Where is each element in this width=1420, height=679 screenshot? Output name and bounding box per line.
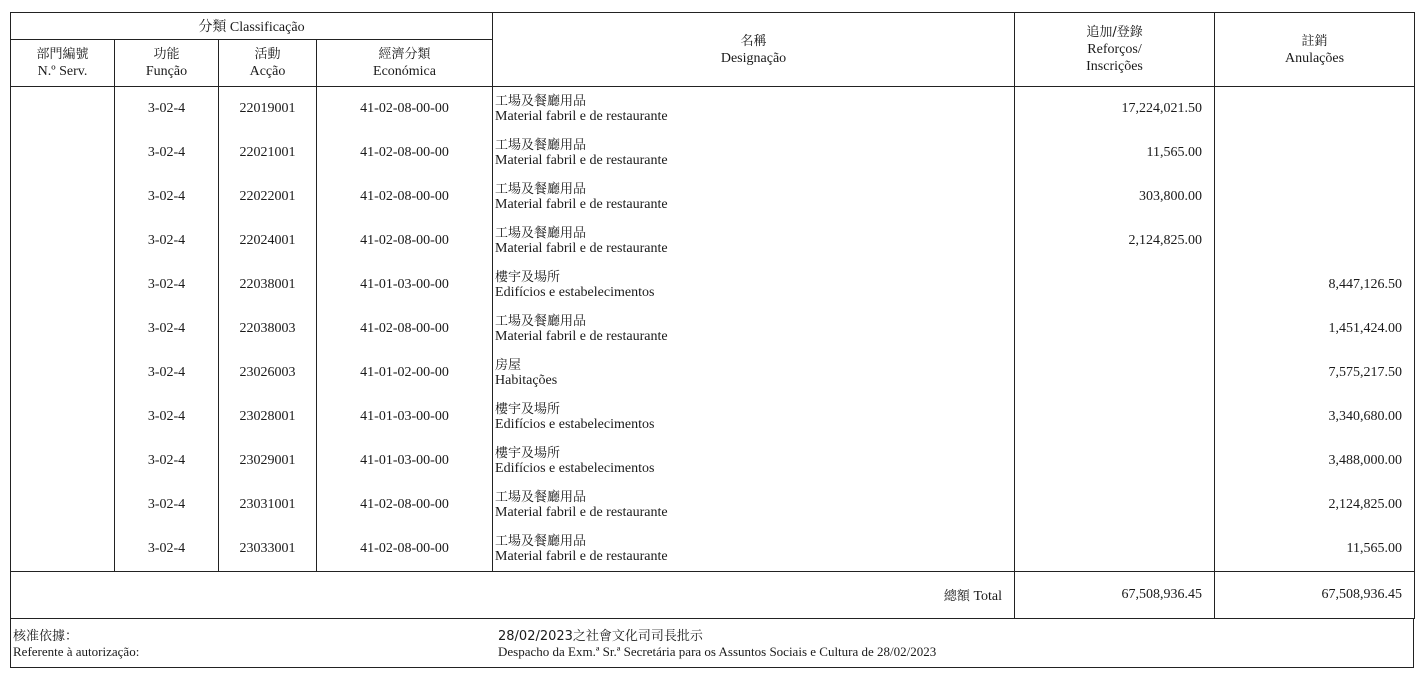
table-row xyxy=(11,439,1415,483)
total-label xyxy=(11,572,1015,619)
function-cell: 3-02-4 xyxy=(115,175,219,219)
designation-header xyxy=(493,13,1015,87)
reinforcements-header-pt2: Inscrições xyxy=(1086,59,1143,74)
reinforcement-cell xyxy=(1015,439,1215,483)
cancellations-header xyxy=(1215,13,1415,87)
cancellation-cell: 2,124,825.00 xyxy=(1215,483,1415,527)
department-header-pt: N.º Serv. xyxy=(37,64,88,79)
authorization-label-cn: 核准依據： xyxy=(13,629,79,644)
function-cell: 3-02-4 xyxy=(115,307,219,351)
reinforcement-cell xyxy=(1015,483,1215,527)
reinforcements-header-pt1: Reforços/ xyxy=(1087,42,1142,57)
designation-cn: 樓宇及場所 xyxy=(495,270,561,285)
action-cell: 23029001 xyxy=(219,439,317,483)
function-cell: 3-02-4 xyxy=(115,483,219,527)
economic-cell: 41-02-08-00-00 xyxy=(317,87,493,132)
action-cell: 23028001 xyxy=(219,395,317,439)
department-cell xyxy=(11,175,115,219)
department-cell xyxy=(11,351,115,395)
function-cell: 3-02-4 xyxy=(115,219,219,263)
action-cell: 23031001 xyxy=(219,483,317,527)
designation-cell xyxy=(493,307,1015,351)
table-body xyxy=(11,87,1415,572)
designation-cell xyxy=(493,263,1015,307)
economic-header-cn: 經濟分類 xyxy=(378,47,431,62)
department-cell xyxy=(11,439,115,483)
economic-cell: 41-02-08-00-00 xyxy=(317,131,493,175)
department-cell xyxy=(11,263,115,307)
designation-pt: Material fabril e de restaurante xyxy=(495,329,668,344)
designation-pt: Material fabril e de restaurante xyxy=(495,241,668,256)
designation-cn: 工場及餐廳用品 xyxy=(495,534,587,549)
cancellation-cell: 7,575,217.50 xyxy=(1215,351,1415,395)
cancellation-cell xyxy=(1215,87,1415,132)
designation-cn: 工場及餐廳用品 xyxy=(495,226,587,241)
designation-cell xyxy=(493,87,1015,132)
cancellations-header-cn: 註銷 xyxy=(1301,33,1328,49)
designation-cn: 工場及餐廳用品 xyxy=(495,138,587,153)
economic-cell: 41-01-03-00-00 xyxy=(317,439,493,483)
reinforcement-cell xyxy=(1015,527,1215,572)
function-cell: 3-02-4 xyxy=(115,439,219,483)
reinforcements-header-cn: 追加/登錄 xyxy=(1086,25,1143,40)
table-row xyxy=(11,527,1415,572)
designation-pt: Edifícios e estabelecimentos xyxy=(495,417,655,432)
total-label-pt: Total xyxy=(973,589,1003,604)
designation-cell xyxy=(493,175,1015,219)
cancellation-cell: 3,340,680.00 xyxy=(1215,395,1415,439)
designation-cn: 工場及餐廳用品 xyxy=(495,94,587,109)
function-cell: 3-02-4 xyxy=(115,131,219,175)
economic-cell: 41-02-08-00-00 xyxy=(317,175,493,219)
action-header xyxy=(219,40,317,87)
economic-cell: 41-02-08-00-00 xyxy=(317,527,493,572)
action-header-pt: Acção xyxy=(249,64,286,79)
designation-cell xyxy=(493,351,1015,395)
authorization-text xyxy=(498,629,936,659)
economic-cell: 41-02-08-00-00 xyxy=(317,307,493,351)
designation-cn: 工場及餐廳用品 xyxy=(495,182,587,197)
reinforcement-cell: 17,224,021.50 xyxy=(1015,87,1215,132)
reinforcement-cell xyxy=(1015,307,1215,351)
department-cell xyxy=(11,131,115,175)
action-cell: 22038001 xyxy=(219,263,317,307)
reinforcement-cell xyxy=(1015,395,1215,439)
function-cell: 3-02-4 xyxy=(115,527,219,572)
reinforcement-cell: 303,800.00 xyxy=(1015,175,1215,219)
designation-pt: Edifícios e estabelecimentos xyxy=(495,461,655,476)
designation-pt: Edifícios e estabelecimentos xyxy=(495,285,655,300)
authorization-section xyxy=(10,619,1414,668)
function-header-pt: Função xyxy=(145,64,188,79)
authorization-text-cn: 28/02/2023之社會文化司司長批示 xyxy=(498,629,703,644)
action-cell: 23033001 xyxy=(219,527,317,572)
function-cell: 3-02-4 xyxy=(115,87,219,132)
designation-cn: 樓宇及場所 xyxy=(495,446,561,461)
economic-cell: 41-01-02-00-00 xyxy=(317,351,493,395)
designation-cell xyxy=(493,395,1015,439)
designation-header-pt: Designação xyxy=(720,50,787,66)
function-header xyxy=(115,40,219,87)
designation-header-cn: 名稱 xyxy=(740,33,767,49)
designation-cell xyxy=(493,483,1015,527)
department-cell xyxy=(11,219,115,263)
total-row xyxy=(11,572,1415,619)
authorization-text-pt: Despacho da Exm.ª Sr.ª Secretária para os Assuntos Sociais e Cultura de 28/02/2023 xyxy=(498,644,937,659)
action-cell: 22024001 xyxy=(219,219,317,263)
department-cell xyxy=(11,483,115,527)
department-cell xyxy=(11,307,115,351)
economic-cell: 41-02-08-00-00 xyxy=(317,483,493,527)
table-row xyxy=(11,219,1415,263)
authorization-label xyxy=(13,629,139,659)
cancellation-cell: 1,451,424.00 xyxy=(1215,307,1415,351)
total-reinforcements: 67,508,936.45 xyxy=(1015,572,1215,619)
department-cell xyxy=(11,87,115,132)
table-row xyxy=(11,307,1415,351)
reinforcement-cell xyxy=(1015,351,1215,395)
action-cell: 22019001 xyxy=(219,87,317,132)
function-cell: 3-02-4 xyxy=(115,263,219,307)
table-row xyxy=(11,263,1415,307)
reinforcement-cell: 2,124,825.00 xyxy=(1015,219,1215,263)
cancellations-header-pt: Anulações xyxy=(1284,50,1345,66)
cancellation-cell: 8,447,126.50 xyxy=(1215,263,1415,307)
reinforcement-cell xyxy=(1015,263,1215,307)
designation-pt: Material fabril e de restaurante xyxy=(495,153,668,168)
total-label-cn: 總額 xyxy=(943,589,970,604)
total-cancellations: 67,508,936.45 xyxy=(1215,572,1415,619)
cancellation-cell xyxy=(1215,131,1415,175)
designation-pt: Material fabril e de restaurante xyxy=(495,109,668,124)
cancellation-cell xyxy=(1215,175,1415,219)
action-header-cn: 活動 xyxy=(254,47,281,62)
economic-cell: 41-01-03-00-00 xyxy=(317,263,493,307)
designation-pt: Material fabril e de restaurante xyxy=(495,505,668,520)
designation-cn: 房屋 xyxy=(495,358,522,373)
economic-cell: 41-01-03-00-00 xyxy=(317,395,493,439)
action-cell: 23026003 xyxy=(219,351,317,395)
designation-pt: Material fabril e de restaurante xyxy=(495,197,668,212)
designation-pt: Habitações xyxy=(495,373,558,388)
economic-header-pt: Económica xyxy=(373,64,436,79)
table-header xyxy=(11,13,1415,87)
department-cell xyxy=(11,395,115,439)
table-row xyxy=(11,351,1415,395)
table-row xyxy=(11,87,1415,132)
action-cell: 22038003 xyxy=(219,307,317,351)
designation-cell xyxy=(493,219,1015,263)
department-header-cn: 部門編號 xyxy=(36,47,89,62)
table-row xyxy=(11,395,1415,439)
function-header-cn: 功能 xyxy=(153,47,180,62)
function-cell: 3-02-4 xyxy=(115,351,219,395)
action-cell: 22022001 xyxy=(219,175,317,219)
budget-document xyxy=(10,12,1414,668)
reinforcement-cell: 11,565.00 xyxy=(1015,131,1215,175)
table-row xyxy=(11,175,1415,219)
economic-header xyxy=(317,40,493,87)
budget-table xyxy=(10,12,1415,619)
department-header xyxy=(11,40,115,87)
designation-cn: 工場及餐廳用品 xyxy=(495,490,587,505)
designation-cell xyxy=(493,131,1015,175)
cancellation-cell: 11,565.00 xyxy=(1215,527,1415,572)
authorization-label-pt: Referente à autorização: xyxy=(13,644,140,659)
designation-pt: Material fabril e de restaurante xyxy=(495,549,668,564)
cancellation-cell: 3,488,000.00 xyxy=(1215,439,1415,483)
reinforcements-header xyxy=(1015,13,1215,87)
designation-cell xyxy=(493,439,1015,483)
economic-cell: 41-02-08-00-00 xyxy=(317,219,493,263)
department-cell xyxy=(11,527,115,572)
cancellation-cell xyxy=(1215,219,1415,263)
classification-header: 分類 Classificação xyxy=(11,13,493,40)
designation-cn: 工場及餐廳用品 xyxy=(495,314,587,329)
designation-cell xyxy=(493,527,1015,572)
designation-cn: 樓宇及場所 xyxy=(495,402,561,417)
function-cell: 3-02-4 xyxy=(115,395,219,439)
action-cell: 22021001 xyxy=(219,131,317,175)
table-row xyxy=(11,131,1415,175)
table-row xyxy=(11,483,1415,527)
